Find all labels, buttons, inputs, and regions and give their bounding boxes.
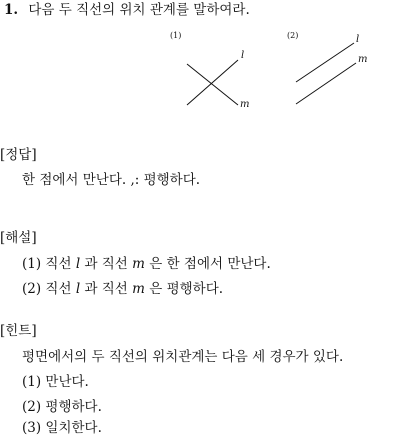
explanation-item-1: (1) 직선 l 과 직선 m 은 한 점에서 만난다. (22, 256, 271, 272)
figure-label-2: (2) (287, 31, 299, 40)
question-number: 1. (4, 2, 19, 18)
explanation-item-2: (2) 직선 l 과 직선 m 은 평행하다. (22, 281, 224, 297)
answer-text: 한 점에서 만난다. ,: 평행하다. (22, 172, 201, 188)
fig1-label-l: l (241, 50, 245, 61)
fig2-label-m: m (358, 54, 368, 65)
line-l-symbol: l (75, 256, 81, 272)
hint-item-3: (3) 일치한다. (22, 420, 102, 436)
question-text: 다음 두 직선의 위치 관계를 말하여라. (28, 2, 250, 18)
hint-header: [힌트] (0, 323, 37, 339)
line-m-symbol: m (132, 256, 145, 272)
answer-header: [정답] (0, 147, 37, 163)
explanation-item-number: (1) (22, 256, 42, 272)
figure-label-1: (1) (170, 31, 182, 40)
fig1-label-m: m (240, 99, 250, 110)
fig2-label-l: l (356, 34, 360, 45)
hint-item-1: (1) 만난다. (22, 374, 89, 390)
line-m-symbol: m (132, 281, 145, 297)
parallel-line-m (296, 63, 356, 104)
lines-figure (0, 0, 403, 140)
explanation-header: [해설] (0, 230, 37, 246)
hint-intro: 평면에서의 두 직선의 위치관계는 다음 세 경우가 있다. (22, 349, 344, 365)
line-l-symbol: l (75, 281, 81, 297)
hint-item-2: (2) 평행하다. (22, 399, 102, 415)
parallel-line-l (296, 43, 354, 82)
explanation-item-number: (2) (22, 281, 42, 297)
